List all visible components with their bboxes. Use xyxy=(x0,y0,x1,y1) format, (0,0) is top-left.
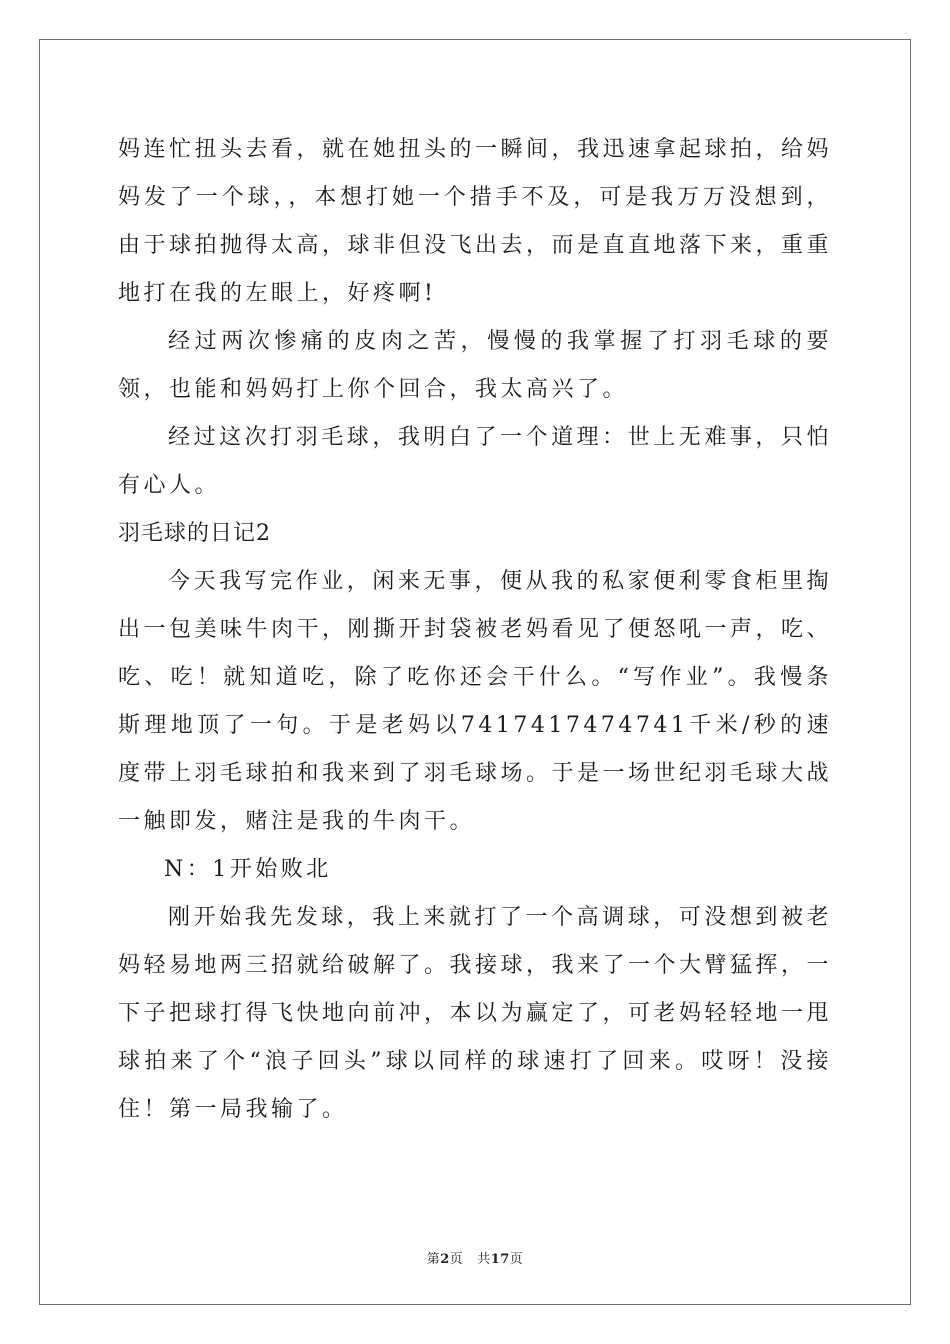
paragraph: 经过这次打羽毛球，我明白了一个道理：世上无难事，只怕有心人。 xyxy=(118,425,832,498)
footer-total-suffix: 页 xyxy=(509,1252,524,1267)
sub-heading: N：1开始败北 xyxy=(164,857,332,882)
paragraph: 刚开始我先发球，我上来就打了一个高调球，可没想到被老妈轻易地两三招就给破解了。我接球，我来了一个大臂猛挥，一下子把球打得飞快地向前冲，本以为赢定了，可老妈轻轻地一甩球拍来了个“浪子回头”球以同样的球速打了回来。哎呀！没接住！第一局我输了。 xyxy=(118,905,833,1122)
section-heading: 羽毛球的日记2 xyxy=(118,521,271,546)
paragraph: 经过两次惨痛的皮肉之苦，慢慢的我掌握了打羽毛球的要领，也能和妈妈打上你个回合，我太高兴了。 xyxy=(118,329,832,402)
footer-total-prefix: 共 xyxy=(477,1252,491,1267)
page-footer xyxy=(0,1248,950,1267)
paragraph-continuation: 妈连忙扭头去看，就在她扭头的一瞬间，我迅速拿起球拍，给妈妈发了一个球，，本想打她一个措手不及，可是我万万没想到，由于球拍抛得太高，球非但没飞出去，而是直直地落下来，重重地打在我的左眼上，好疼啊! xyxy=(118,137,833,306)
document-body xyxy=(118,126,832,1134)
footer-page-suffix: 页 xyxy=(449,1252,464,1267)
paragraph: 今天我写完作业，闲来无事，便从我的私家便利零食柜里掏出一包美味牛肉干，刚撕开封袋被老妈看见了便怒吼一声，吃、吃、吃！就知道吃，除了吃你还会干什么。“写作业”。我慢条斯理地顶了一句。于是老妈以7417417474741千米/秒的速度带上羽毛球拍和我来到了羽毛球场。于是一场世纪羽毛球大战一触即发，赌注是我的牛肉干。 xyxy=(118,569,833,834)
footer-page-number: 2 xyxy=(440,1252,450,1267)
footer-total-pages: 17 xyxy=(490,1252,510,1267)
footer-prefix: 第 xyxy=(426,1252,441,1267)
